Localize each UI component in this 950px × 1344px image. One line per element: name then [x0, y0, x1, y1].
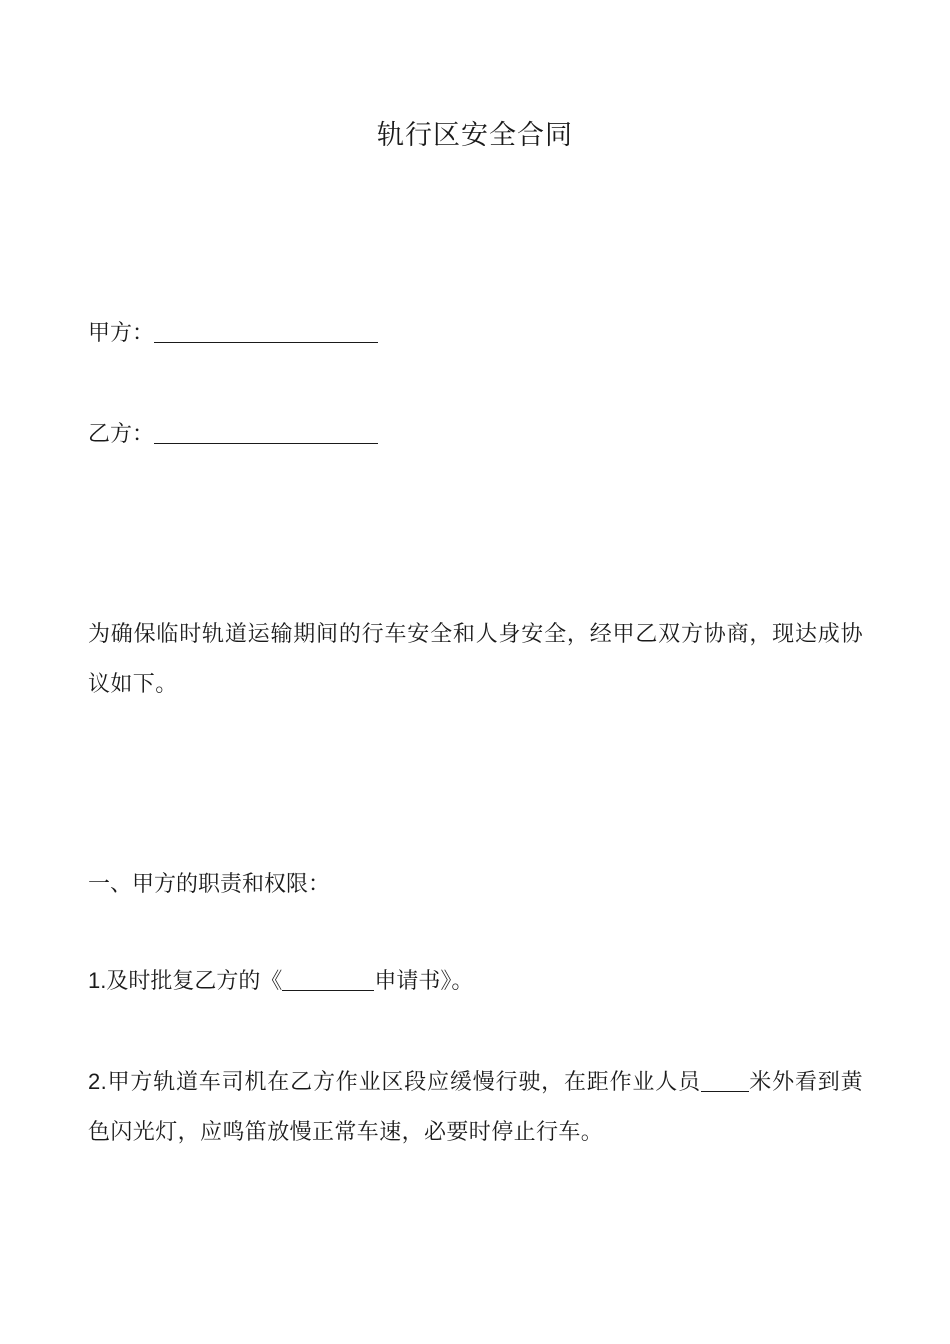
party-b-label: 乙方：	[88, 422, 155, 447]
party-a-label: 甲方：	[88, 321, 155, 346]
section-1-heading: 一、甲方的职责和权限：	[88, 872, 331, 897]
party-b-line	[88, 410, 863, 460]
item-2-blank	[701, 1067, 749, 1092]
item-1-number: 1.	[88, 968, 107, 993]
item-1-text-before: 及时批复乙方的《	[106, 969, 283, 994]
item-1-blank	[282, 966, 374, 991]
item-2-text-before: 甲方轨道车司机在乙方作业区段应缓慢行驶，在距作业人员	[107, 1070, 701, 1095]
party-b-blank	[154, 419, 378, 444]
item-2	[88, 1057, 863, 1158]
document-title: 轨行区安全合同	[377, 120, 573, 151]
item-2-number: 2.	[88, 1069, 108, 1094]
intro-paragraph: 为确保临时轨道运输期间的行车安全和人身安全，经甲乙双方协商，现达成协议如下。	[88, 622, 863, 697]
party-a-line	[88, 309, 863, 359]
item-1-text-after: 申请书》。	[374, 969, 474, 994]
item-2-text-after: 米外看到黄色闪光灯，应鸣笛放慢正常车速，必要时停止行车。	[88, 1070, 863, 1145]
party-a-blank	[154, 318, 378, 343]
item-1	[88, 956, 863, 1007]
